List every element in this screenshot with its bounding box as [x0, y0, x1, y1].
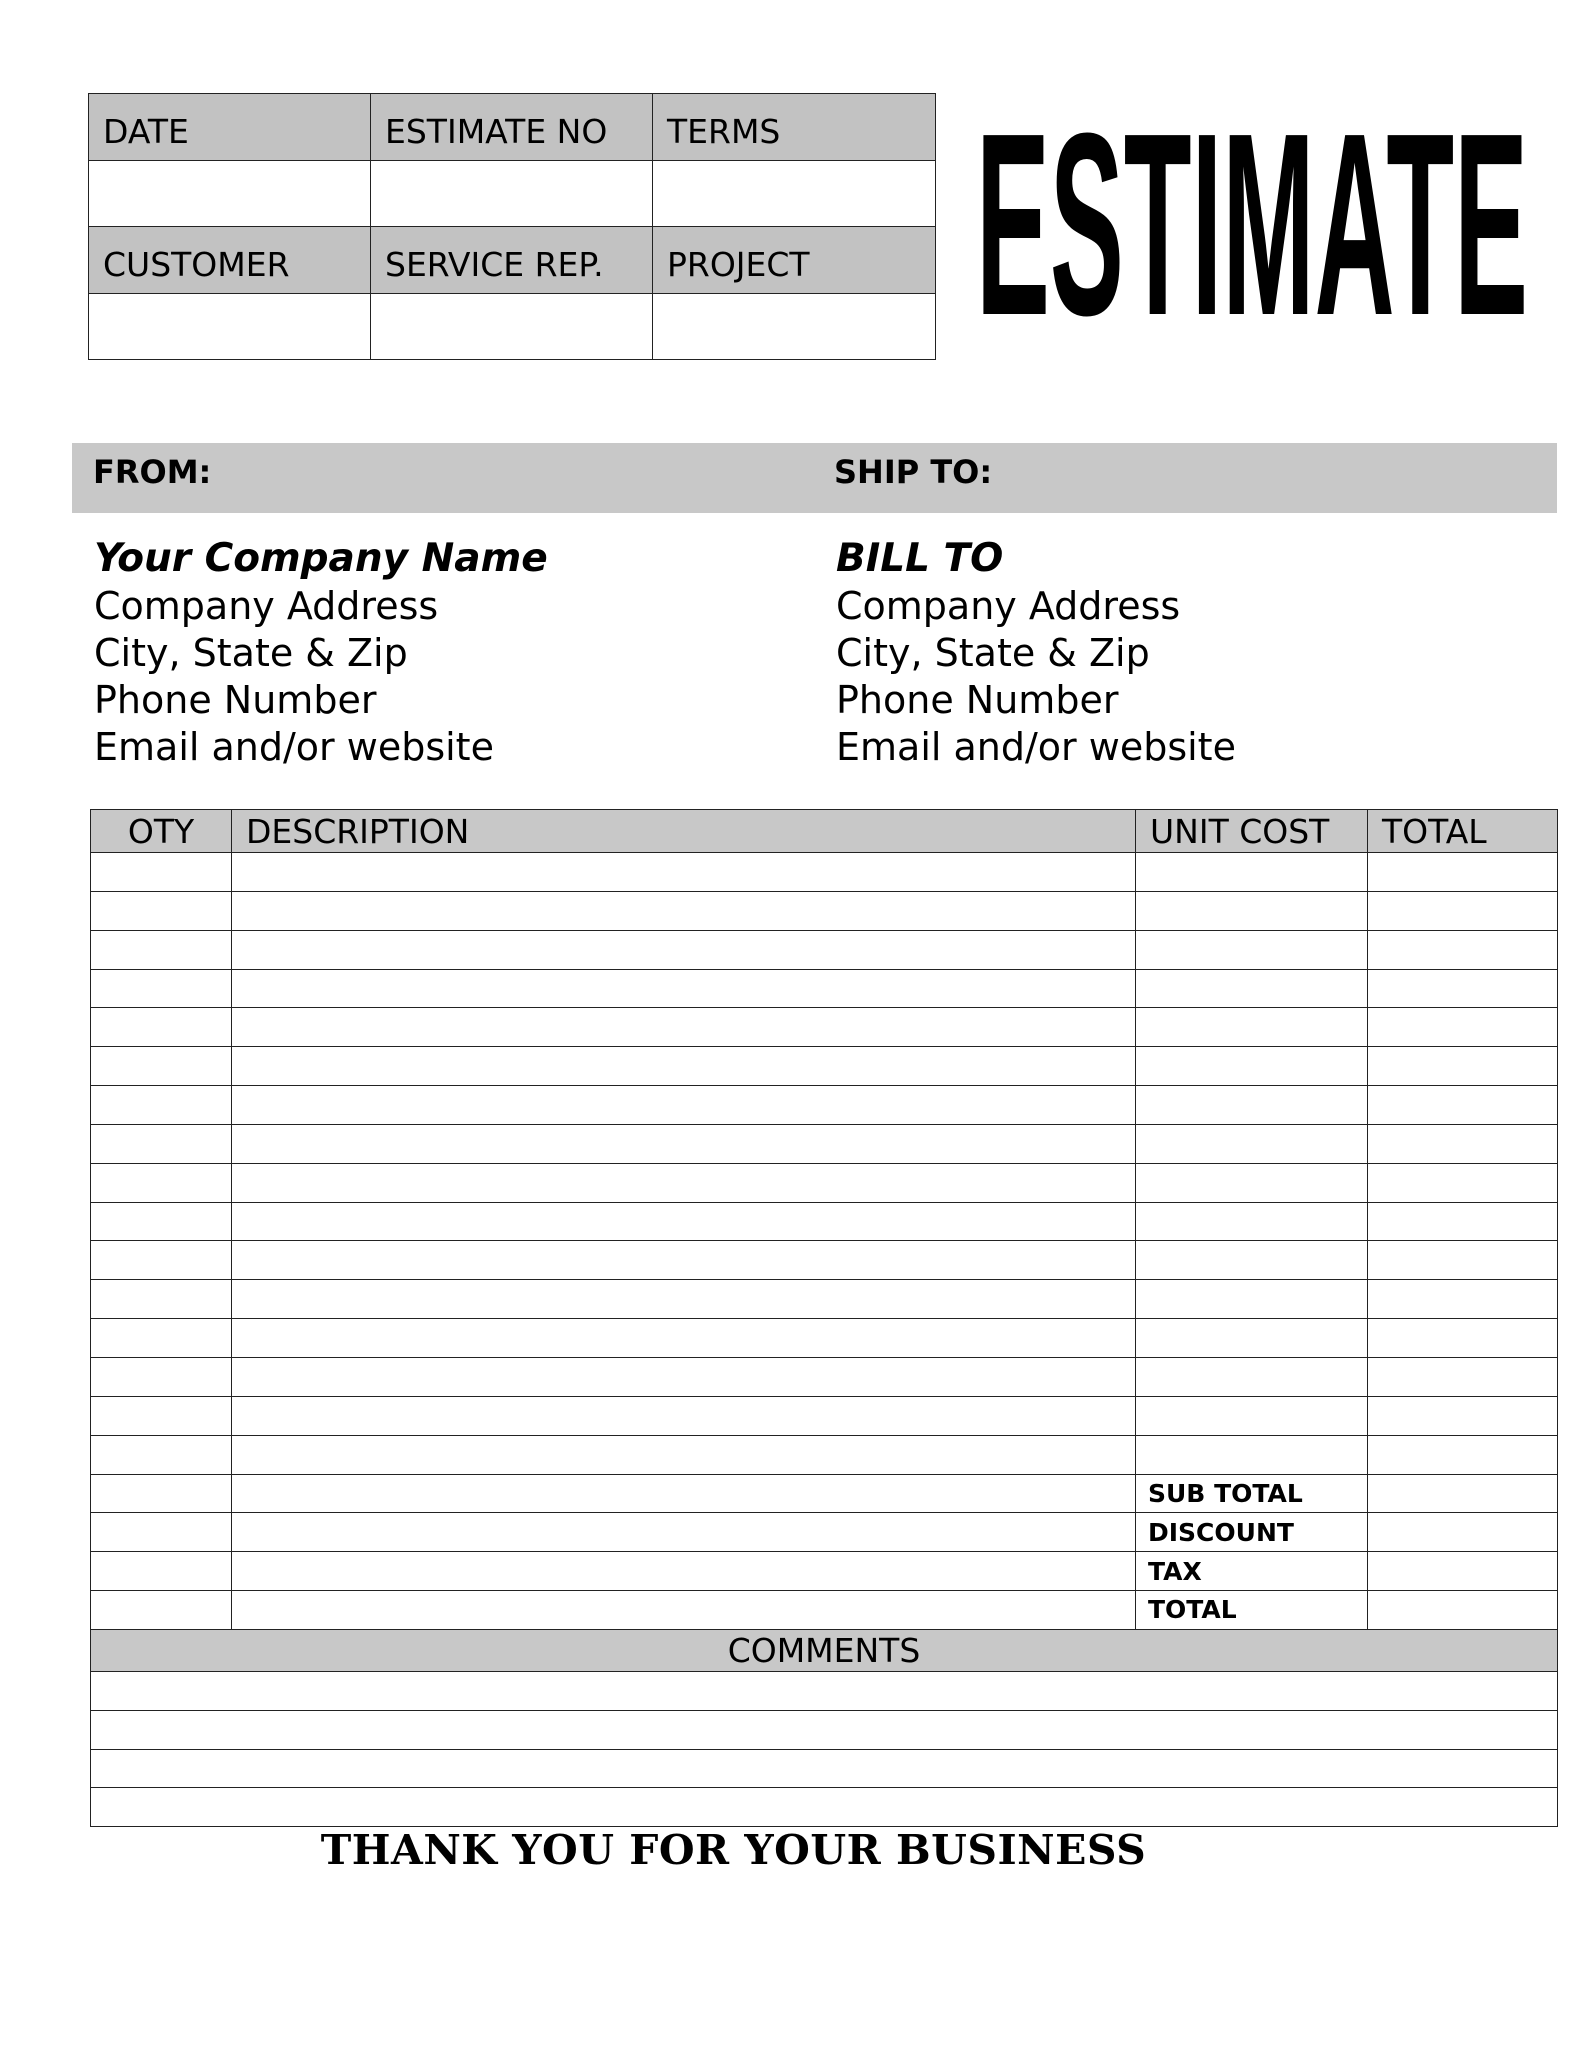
comment-row [91, 1788, 1558, 1827]
comment-line-field[interactable] [91, 1788, 1558, 1827]
description-cell[interactable] [232, 1280, 1136, 1319]
meta-header-row [89, 227, 936, 294]
table-row [91, 1047, 1558, 1086]
qty-cell[interactable] [91, 891, 232, 930]
estimate-no-field[interactable] [371, 160, 653, 227]
comment-row [91, 1710, 1558, 1749]
line-total-cell[interactable] [1368, 891, 1558, 930]
qty-cell[interactable] [91, 853, 232, 892]
meta-value-row [89, 293, 936, 360]
thank-you-message: THANK YOU FOR YOUR BUSINESS [320, 1826, 1147, 1874]
comment-line-field[interactable] [91, 1671, 1558, 1710]
project-label: PROJECT [653, 227, 936, 294]
summary-row [91, 1591, 1558, 1630]
table-row [91, 1124, 1558, 1163]
qty-cell[interactable] [91, 969, 232, 1008]
line-total-cell[interactable] [1368, 1163, 1558, 1202]
unit-cost-cell[interactable] [1136, 930, 1368, 969]
from-address-line: Company Address [94, 584, 439, 628]
bill-to-name: BILL TO [836, 536, 1004, 581]
from-phone-line: Phone Number [94, 678, 377, 722]
unit-cost-cell[interactable] [1136, 1008, 1368, 1047]
line-total-cell[interactable] [1368, 1241, 1558, 1280]
qty-cell[interactable] [91, 1280, 232, 1319]
unit-cost-cell[interactable] [1136, 1124, 1368, 1163]
bill-to-email-line: Email and/or website [836, 725, 1236, 769]
grand-total-label: TOTAL [1136, 1591, 1368, 1630]
table-row [91, 930, 1558, 969]
meta-header-row [89, 94, 936, 161]
comments-header-row [91, 1629, 1558, 1671]
unit-cost-cell[interactable] [1136, 1357, 1368, 1396]
line-total-cell[interactable] [1368, 1086, 1558, 1125]
summary-row [91, 1552, 1558, 1591]
subtotal-value-field[interactable] [1368, 1474, 1558, 1513]
summary-row [91, 1513, 1558, 1552]
table-row [91, 1086, 1558, 1125]
bill-to-address-block [836, 535, 1236, 771]
description-cell[interactable] [232, 1396, 1136, 1435]
line-total-cell[interactable] [1368, 1202, 1558, 1241]
meta-value-row [89, 160, 936, 227]
description-cell[interactable] [232, 1241, 1136, 1280]
table-row [91, 891, 1558, 930]
from-address-block [94, 535, 548, 771]
table-row [91, 1008, 1558, 1047]
qty-cell[interactable] [91, 1086, 232, 1125]
description-cell[interactable] [232, 969, 1136, 1008]
tax-value-field[interactable] [1368, 1552, 1558, 1591]
bill-to-address-line: Company Address [836, 584, 1181, 628]
from-city-line: City, State & Zip [94, 631, 408, 675]
items-body [91, 853, 1558, 1827]
table-row [91, 853, 1558, 892]
qty-cell[interactable] [91, 1202, 232, 1241]
terms-label: TERMS [653, 94, 936, 161]
table-row [91, 1319, 1558, 1358]
qty-cell[interactable] [91, 1591, 232, 1630]
service-rep-label: SERVICE REP. [371, 227, 653, 294]
line-items-table [90, 809, 1558, 1827]
line-total-cell[interactable] [1368, 1435, 1558, 1474]
description-cell[interactable] [232, 1008, 1136, 1047]
table-row [91, 1435, 1558, 1474]
description-cell[interactable] [232, 853, 1136, 892]
terms-field[interactable] [653, 160, 936, 227]
comment-line-field[interactable] [91, 1710, 1558, 1749]
table-row [91, 1241, 1558, 1280]
service-rep-field[interactable] [371, 293, 653, 360]
description-cell[interactable] [232, 1319, 1136, 1358]
description-cell[interactable] [232, 1047, 1136, 1086]
description-cell[interactable] [232, 1552, 1136, 1591]
from-label: FROM: [93, 453, 212, 491]
date-field[interactable] [89, 160, 371, 227]
qty-cell[interactable] [91, 1513, 232, 1552]
customer-field[interactable] [89, 293, 371, 360]
from-email-line: Email and/or website [94, 725, 494, 769]
table-row [91, 1396, 1558, 1435]
line-total-cell[interactable] [1368, 1047, 1558, 1086]
qty-cell[interactable] [91, 1396, 232, 1435]
description-cell[interactable] [232, 1124, 1136, 1163]
table-row [91, 969, 1558, 1008]
table-row [91, 1202, 1558, 1241]
estimate-no-label: ESTIMATE NO [371, 94, 653, 161]
discount-value-field[interactable] [1368, 1513, 1558, 1552]
table-row [91, 1163, 1558, 1202]
unit-cost-cell[interactable] [1136, 1202, 1368, 1241]
project-field[interactable] [653, 293, 936, 360]
description-cell[interactable] [232, 930, 1136, 969]
line-total-cell[interactable] [1368, 1280, 1558, 1319]
qty-cell[interactable] [91, 1552, 232, 1591]
comment-row [91, 1671, 1558, 1710]
line-total-cell[interactable] [1368, 1124, 1558, 1163]
document-title [976, 80, 1533, 370]
qty-cell[interactable] [91, 1163, 232, 1202]
description-cell[interactable] [232, 1086, 1136, 1125]
bill-to-city-line: City, State & Zip [836, 631, 1150, 675]
document-title-text: ESTIMATE [976, 80, 1528, 370]
qty-cell[interactable] [91, 1435, 232, 1474]
description-header: DESCRIPTION [232, 810, 1136, 853]
customer-label: CUSTOMER [89, 227, 371, 294]
unit-cost-cell[interactable] [1136, 1396, 1368, 1435]
description-cell[interactable] [232, 1202, 1136, 1241]
unit-cost-header: UNIT COST [1136, 810, 1368, 853]
date-label: DATE [89, 94, 371, 161]
total-header: TOTAL [1368, 810, 1558, 853]
table-row [91, 1280, 1558, 1319]
qty-cell[interactable] [91, 1008, 232, 1047]
from-company-name: Your Company Name [94, 536, 548, 581]
grand-total-value-field[interactable] [1368, 1591, 1558, 1630]
unit-cost-cell[interactable] [1136, 969, 1368, 1008]
qty-cell[interactable] [91, 1124, 232, 1163]
description-cell[interactable] [232, 1513, 1136, 1552]
description-cell[interactable] [232, 1474, 1136, 1513]
description-cell[interactable] [232, 1163, 1136, 1202]
unit-cost-cell[interactable] [1136, 891, 1368, 930]
line-total-cell[interactable] [1368, 1319, 1558, 1358]
unit-cost-cell[interactable] [1136, 1280, 1368, 1319]
qty-header: OTY [91, 810, 232, 853]
line-total-cell[interactable] [1368, 853, 1558, 892]
line-total-cell[interactable] [1368, 930, 1558, 969]
comment-line-field[interactable] [91, 1749, 1558, 1788]
tax-label: TAX [1136, 1552, 1368, 1591]
qty-cell[interactable] [91, 1474, 232, 1513]
table-row [91, 1357, 1558, 1396]
unit-cost-cell[interactable] [1136, 1047, 1368, 1086]
qty-cell[interactable] [91, 1241, 232, 1280]
unit-cost-cell[interactable] [1136, 1086, 1368, 1125]
description-cell[interactable] [232, 1357, 1136, 1396]
line-total-cell[interactable] [1368, 969, 1558, 1008]
unit-cost-cell[interactable] [1136, 1163, 1368, 1202]
ship-to-label: SHIP TO: [834, 453, 993, 491]
comments-label: COMMENTS [91, 1629, 1558, 1671]
line-total-cell[interactable] [1368, 1008, 1558, 1047]
bill-to-phone-line: Phone Number [836, 678, 1119, 722]
unit-cost-cell[interactable] [1136, 1319, 1368, 1358]
unit-cost-cell[interactable] [1136, 853, 1368, 892]
line-total-cell[interactable] [1368, 1357, 1558, 1396]
unit-cost-cell[interactable] [1136, 1241, 1368, 1280]
qty-cell[interactable] [91, 930, 232, 969]
qty-cell[interactable] [91, 1357, 232, 1396]
items-header-row [91, 810, 1558, 853]
comment-row [91, 1749, 1558, 1788]
discount-label: DISCOUNT [1136, 1513, 1368, 1552]
description-cell[interactable] [232, 1591, 1136, 1630]
unit-cost-cell[interactable] [1136, 1435, 1368, 1474]
description-cell[interactable] [232, 891, 1136, 930]
qty-cell[interactable] [91, 1319, 232, 1358]
subtotal-label: SUB TOTAL [1136, 1474, 1368, 1513]
address-band [72, 443, 1557, 513]
estimate-meta-table [88, 93, 936, 360]
summary-row [91, 1474, 1558, 1513]
line-total-cell[interactable] [1368, 1396, 1558, 1435]
qty-cell[interactable] [91, 1047, 232, 1086]
description-cell[interactable] [232, 1435, 1136, 1474]
